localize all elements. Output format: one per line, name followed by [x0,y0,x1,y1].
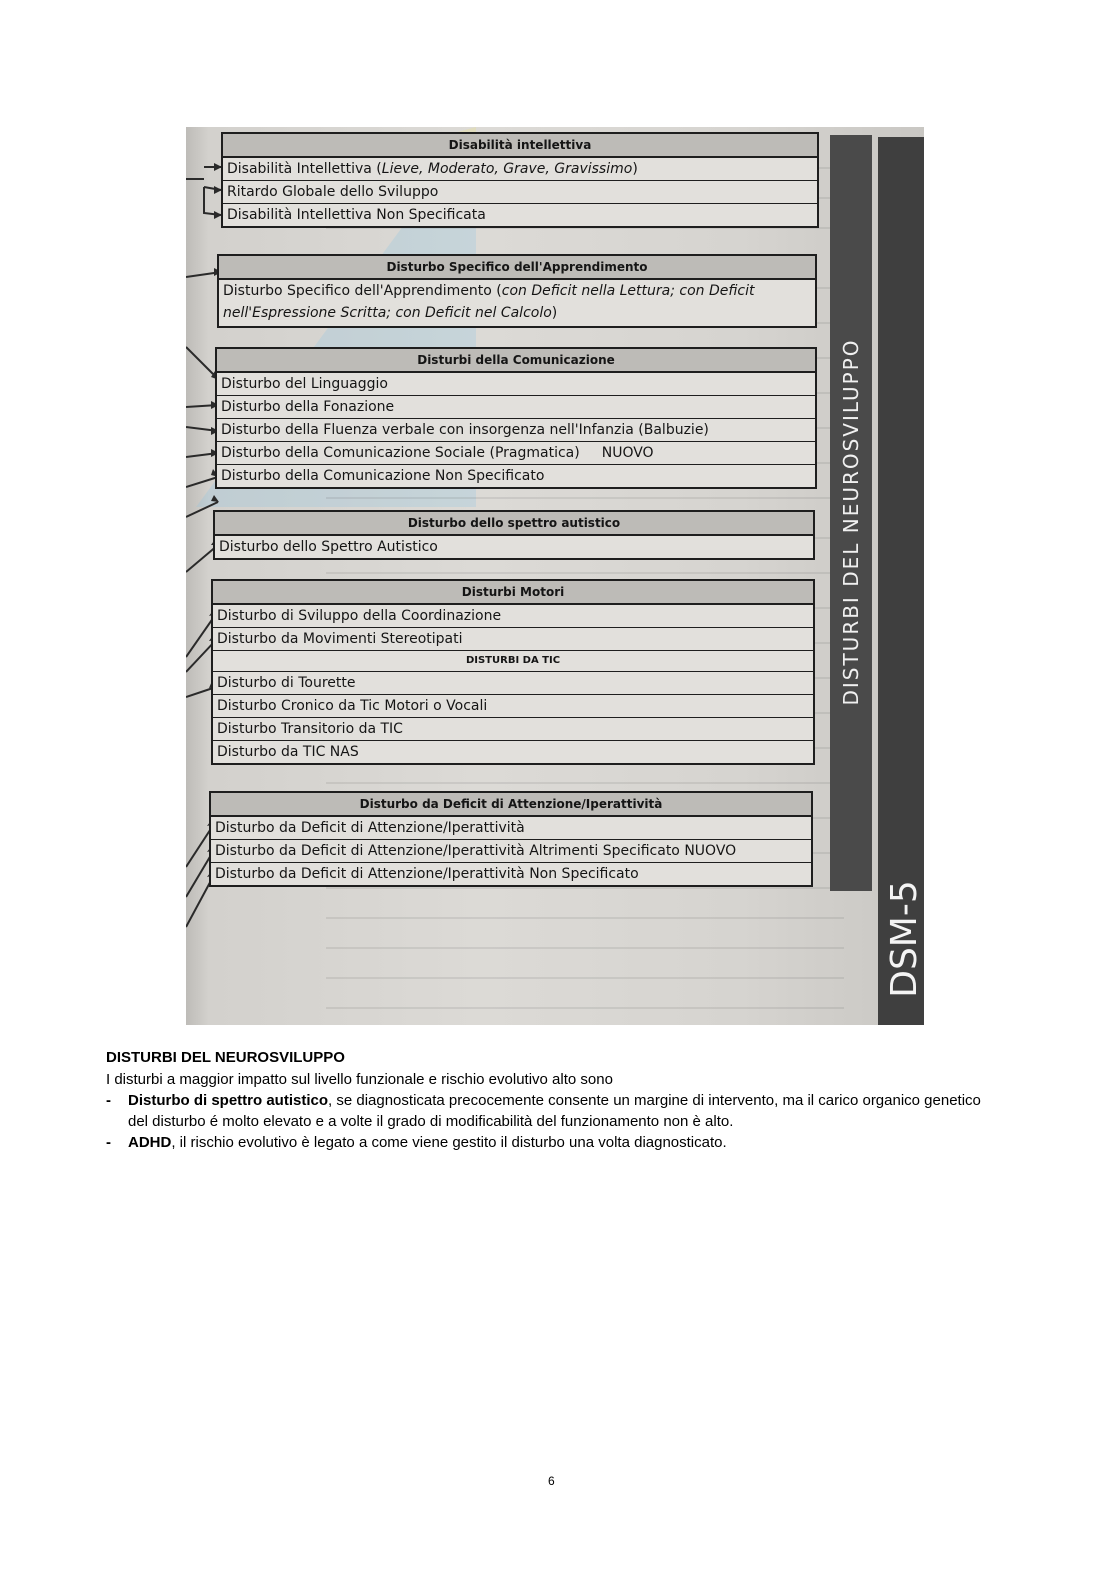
table-header: Disturbo da Deficit di Attenzione/Iperattività [211,793,811,817]
new-tag: NUOVO [601,445,654,461]
table-row: Disturbo della Comunicazione Non Specificato [221,468,545,484]
list-item [106,1090,986,1132]
table-row: Disturbo da Deficit di Attenzione/Iperattività Non Specificato [215,866,639,882]
table-header: Disturbi della Comunicazione [217,349,815,373]
table-row: Disturbo del Linguaggio [217,373,815,396]
side-title: DISTURBI DEL NEUROSVILUPPO [839,338,863,706]
table-row: Disturbo della Fonazione [217,396,815,419]
table-header: Disturbo Specifico dell'Apprendimento [219,256,815,280]
table-header: Disturbi Motori [213,581,813,605]
table-row: Disturbo Transitorio da TIC [213,718,813,741]
table-row: Disturbo da TIC NAS [217,744,359,760]
dsm5-label: DSM-5 [883,880,924,998]
dsm5-figure-photo [186,127,924,1025]
table-row: Disturbo Cronico da Tic Motori o Vocali [213,695,813,718]
table-adhd [209,791,813,887]
bullet-dash: - [106,1092,111,1109]
page-number: 6 [548,1474,555,1488]
bullet-text: , se diagnosticata precocemente consente un margine di intervento, ma il carico organico genetico del disturbo é molto elevato e a volte il grado di modificabilità del funzionamento non è alto. [128,1092,981,1130]
table-row: Disturbo della Comunicazione Sociale (Pragmatica) NUOVO [217,442,815,465]
table-spettro-autistico [213,510,815,560]
table-comunicazione [215,347,817,489]
table-row: Disturbo da Movimenti Stereotipati [213,628,813,651]
section-intro: I disturbi a maggior impatto sul livello funzionale e rischio evolutivo alto sono [106,1071,613,1088]
table-row: Disturbo dello Spettro Autistico [219,539,438,555]
table-disturbi-motori [211,579,815,765]
table-row: Ritardo Globale dello Sviluppo [223,181,817,204]
section-title: DISTURBI DEL NEUROSVILUPPO [106,1049,345,1066]
list-item [106,1132,986,1153]
table-disabilita-intellettiva [221,132,819,228]
table-apprendimento [217,254,817,328]
table-row: Disturbo della Fluenza verbale con insorgenza nell'Infanzia (Balbuzie) [217,419,815,442]
table-header: Disturbo dello spettro autistico [215,512,813,536]
bullet-term: Disturbo di spettro autistico [128,1092,329,1109]
table-header: Disabilità intellettiva [223,134,817,158]
bullet-dash: - [106,1134,111,1151]
table-row: Disturbo Specifico dell'Apprendimento (con Deficit nella Lettura; con Deficit nell'Espressione Scritta; con Deficit nel Calcolo) [223,283,755,321]
table-subheader: DISTURBI DA TIC [213,651,813,672]
table-row: Disturbo di Sviluppo della Coordinazione [213,605,813,628]
table-row: Disturbo da Deficit di Attenzione/Iperattività [211,817,811,840]
table-row: Disabilità Intellettiva (Lieve, Moderato, Grave, Gravissimo) [223,158,817,181]
bullet-list [106,1090,986,1153]
bullet-text: , il rischio evolutivo è legato a come viene gestito il disturbo una volta diagnosticato. [171,1134,727,1151]
table-row: Disturbo di Tourette [213,672,813,695]
table-row: Disturbo da Deficit di Attenzione/Iperattività Altrimenti Specificato NUOVO [211,840,811,863]
table-row: Disabilità Intellettiva Non Specificata [227,207,486,223]
bullet-term: ADHD [128,1134,172,1151]
